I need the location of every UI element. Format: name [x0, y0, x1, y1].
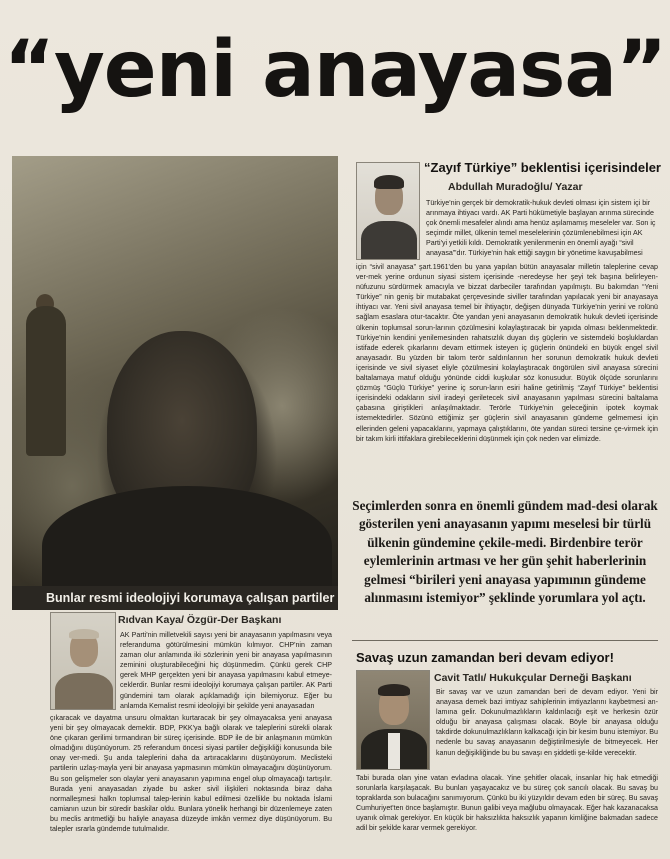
left-article-narrow-text: AK Parti'nin milletvekili sayısı yeni bir anayasanın yapılmasını veya referanduma götürülmesini mümkün kılmıyor. CHP'nin zaman zaman olur anlamında iki sözlerinin yeni bir anayasa yapılmasının zeminini oluşturabileceğini hiç düşünmedim. Çünkü gerek CHP gerek MHP gerçekten yeni bir anayasa yapılmasını kabul etmeye-ceklerdir. Bunlar resmi ideolojiyi korumaya çalışan partiler. AK Parti gündemini tam olarak açıklamadığı için bilemiyoruz. Eğer bu anlamda Kemalist resmi ideolojiyi bir şekilde yeni anayasadan — [120, 631, 332, 710]
main-article-line: Parti'yi yetkili kıldı. Demokratik yenilenmenin en önemli ayağı “sivil — [426, 239, 634, 248]
photo-shoulders — [42, 486, 332, 586]
main-article-title: “Zayıf Türkiye” beklentisi içerisindeler — [424, 160, 661, 175]
main-photo — [12, 156, 338, 586]
left-article-title: Bunlar resmi ideolojiyi korumaya çalışan partiler — [12, 586, 338, 610]
right-article-title: Savaş uzun zamandan beri devam ediyor! — [356, 650, 614, 665]
main-article-narrow-text — [426, 198, 658, 259]
portrait-ridvan-kaya — [50, 612, 116, 710]
pull-quote: Seçimlerden sonra en önemli gündem mad-desi olarak gösterilen yeni anayasanın yapımı meselesi bir türlü ülkenin gündemine çekile-medi. Birdenbire terör eylemlerinin artması ve her gün şehit haberlerinin gelmesi “birileri yeni anayasa yapımının gündeme alınmasını istemiyor” şeklinde yorumlara yol açtı. — [352, 498, 658, 606]
main-article-line: çok önemli mesafeler alındı ama henüz aşılamamış meseleler var. Son iç — [426, 219, 656, 228]
main-article-wide-text: için “sivil anayasa” şart.1961'den bu yana yapılan bütün anayasalar milletin taleplerine cevap ver-mek yerine ordunun siyasi sistem içerisinde -neredeyse her şeyi tek başına belirleyen- nüfuzunu sürdürmek amacıyla ve bizzat darbeciler tarafından yapılmıştı. Bu bakımdan “Yeni Türkiye” nin geniş bir mutabakat çerçevesinde siviller tarafından yapılacak yeni bir anayasaya ihtiyacı var. Yeni sivil anayasa temel bir ihtiyaçtır, değişen dünyada Türkiye'nin yerini ve rolünü sağlam esaslara otur-tacaktır. Öte yandan yeni anayasanın demokratik hukuk devleti içerisinde ülkenin toplumsal sorun-larının çözülmesini kolaylaştıracak bir yapıda olması beklenmektedir. Türkiye'nin kendini yenilemesinden rahatsızlık duyan dış güçlerin ve sistemdeki boşluklardan istifade ederek çıkarlarını devam ettirmek isteyen iç güçlerin önündeki en büyük engel sivil anayasadır. Bu yüzden bir takım terör saldırılarının her sorunun demokratik hukuk devleti içerisinde ve sivil siyaset eliyle çözülmesini kolaylaştıracak öngörülen sivil anayasa sürecini baltalamaya matuf olduğu yönünde ciddi kuşkular söz konusudur. Büyük ölçüde sorunlarını çözmüş “Güçlü Türkiye” yerine iç sorun-ların esiri haline getirilmiş “Zayıf Türkiye” beklentisi içerisindeki odakların sivil iradeyi geriletecek sivil anayasanın yapılması sürecini baltalama çabasına giriştikleri anlaşılmaktadır. Terörle Türkiye'nin geleceğinin ipotek koymak istemektedirler. Sözünü ettiğimiz şer güçlerin sivil anayasanın gündeme gelmemesi için ellerinden geleni yapacaklarını, yapmaya çalıştıklarını, öte yandan süreci tersine çe-virmek için bir takım kirli ittifaklara girebileceklerini düşünmek için çok neden var elimizde. — [356, 263, 658, 443]
main-article-line: arınmaya ihtiyacı vardı. AK Parti hükümetiyle başlayan arınma sürecinde — [426, 209, 654, 218]
portrait-cavit-tatli — [356, 670, 430, 770]
right-article-narrow-text: Bir savaş var ve uzun zamandan beri de devam ediyor. Yeni bir anayasa demek bazi imtiyaz sahiplerinin imtiyazlarını kaybetmesi an-lamına gelir. Dokunulmazlıkların kaldırılacığı eşit ve herkesin özür olduğu bir anayasa çalışması olacak. Böyle bir anayasa olduğu takdirde dokunulmazlıkların kalkacağı için bir kesim bunu istemiyor. Bu nedenle bu savaş anayasanın değiştirilmesiyle de bitmeyecek. Her kanun değişikliğinde bu bu savaşı en şiddetli şe-kilde verecektir. — [436, 688, 658, 757]
right-article-byline: Cavit Tatlı/ Hukukçular Derneği Başkanı — [434, 672, 632, 684]
main-article-line: anayasa”'dır. Türkiye'nin hak ettiği saygın bir yönetime kavuşabilmesi — [426, 249, 643, 258]
main-article-line: seçimdir millet, ülkenin temel meselelerinin çözümlenebilmesi için AK — [426, 229, 643, 238]
main-article-byline: Abdullah Muradoğlu/ Yazar — [448, 181, 583, 193]
page-headline: “yeni anayasa” — [3, 25, 667, 115]
main-article-line: Türkiye'nin gerçek bir demokratik-hukuk devleti olması için sistem içi bir — [426, 199, 651, 207]
portrait-abdullah-muradoglu — [356, 162, 420, 260]
right-article-wide-text: Tabi burada olan yine vatan evladına olacak. Yine şehitler olacak, insanlar hiç hak etmediği sorunlarla karşılaşacak. Bu bunları yaşayacakız ve bu süreç çok sancılı olacak. Bu savaş bu topraklarda son bulacağını sanımıyorum. Çünkü bu iki yüzyıldır devam eden bir süreç. Bu savaş Cumhuriyet'ten önce başlamıştır. Bunun galibi veya mağlubu olmayacak. Eğer hak kazanacaksa uyanık olmak gerekiyor. En küçük bir haksızlıkta haksızlık yapanın kimliğine bakmadan sadece adil bir şekilde karar vermek gerekiyor. — [356, 774, 658, 833]
left-article-byline: Rıdvan Kaya/ Özgür-Der Başkanı — [118, 614, 282, 626]
section-divider — [352, 640, 658, 641]
left-article-wide-text: çıkaracak ve dayatma unsuru olmaktan kurtaracak bir şey olmayacaksa yeni anayasa yeni bir şey olmayacak demektir. BDP, PKK'ya bağlı olarak ve taleplerini sürekli olarak öne çıkaran gerilimi tırmandıran bir süreç içerisinde. BDP ile de bir anlaşmanın mümkün olmadığını düşünüyorum. 25 referandum öncesi siyasi partiler değişikliği konusunda bile onay ver-medi. Şu anda taleplerini daha da artıracaklarını düşünüyorum. Meclisteki partilerin uzlaş-mayla yeni bir anayasa yapmasının mümkün olmayacağını düşünüyorum. Bu son gelişmeler son olaylar yeni anayasanın yapımına engel olup olmayacağı tartışılır. Burada yeni anayasadan ziyade bu asker sivil ilişkileri noktasında biraz daha normalleşmesi halkn toplumsal talep-lerinin kabul edilmesi özellikle bu noktada İslami camianın uzun bir süredir baskilar oldu. Bunlara yönelik herhangi bir düzenlemeye zaten bu meclis arıtmetliği bu haliyle anayasa düzeyde imkân vermez diye düşünüyorum. Bu talepler ısrarla gündemde tutulmalıdır. — [50, 714, 332, 834]
photo-soldier — [26, 306, 66, 456]
